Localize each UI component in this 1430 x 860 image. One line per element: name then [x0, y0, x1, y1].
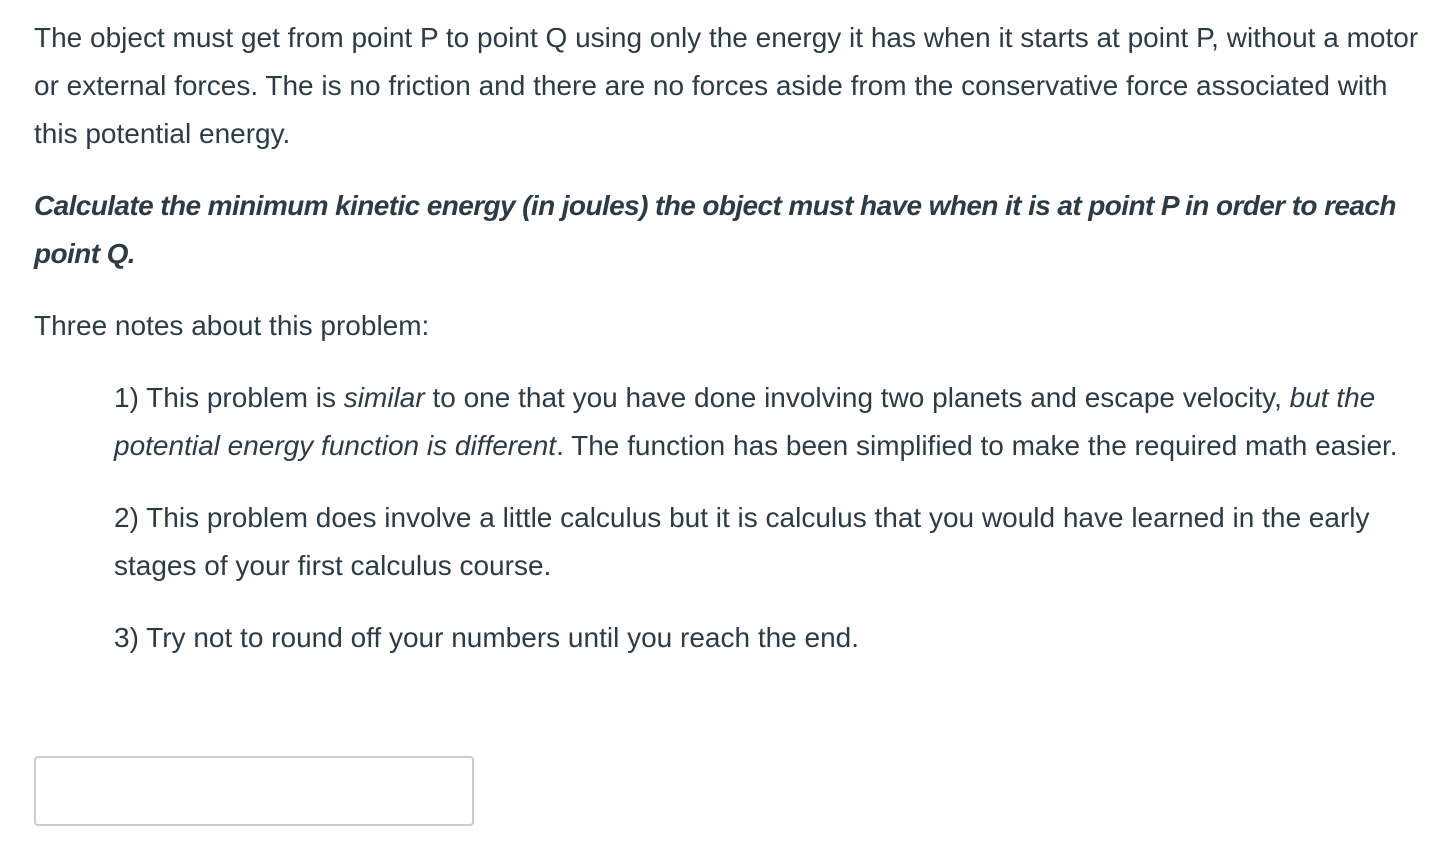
notes-heading: Three notes about this problem:	[34, 310, 430, 341]
note-1-text-middle: to one that you have done involving two planets and escape velocity,	[424, 382, 1290, 413]
note-1-text-start: 1) This problem is	[114, 382, 344, 413]
note-1	[114, 374, 1419, 470]
note-1-emphasis-similar: similar	[343, 382, 425, 413]
note-3: 3) Try not to round off your numbers until you reach the end.	[114, 622, 860, 653]
question-task: Calculate the minimum kinetic energy (in joules) the object must have when it is at point P in order to reach point Q.	[34, 190, 1396, 269]
answer-input[interactable]	[34, 756, 474, 826]
note-1-emphasis-different: but the potential energy function is different	[114, 382, 1376, 461]
question-body	[34, 14, 1419, 662]
note-1-text-end: . The function has been simplified to make the required math easier.	[556, 430, 1398, 461]
question-intro: The object must get from point P to point Q using only the energy it has when it starts at point P, without a motor or external forces. The is no friction and there are no forces aside from the conservative force associated with this potential energy.	[34, 22, 1419, 149]
notes-list	[34, 374, 1419, 662]
note-2: 2) This problem does involve a little calculus but it is calculus that you would have learned in the early stages of your first calculus course.	[114, 502, 1370, 581]
